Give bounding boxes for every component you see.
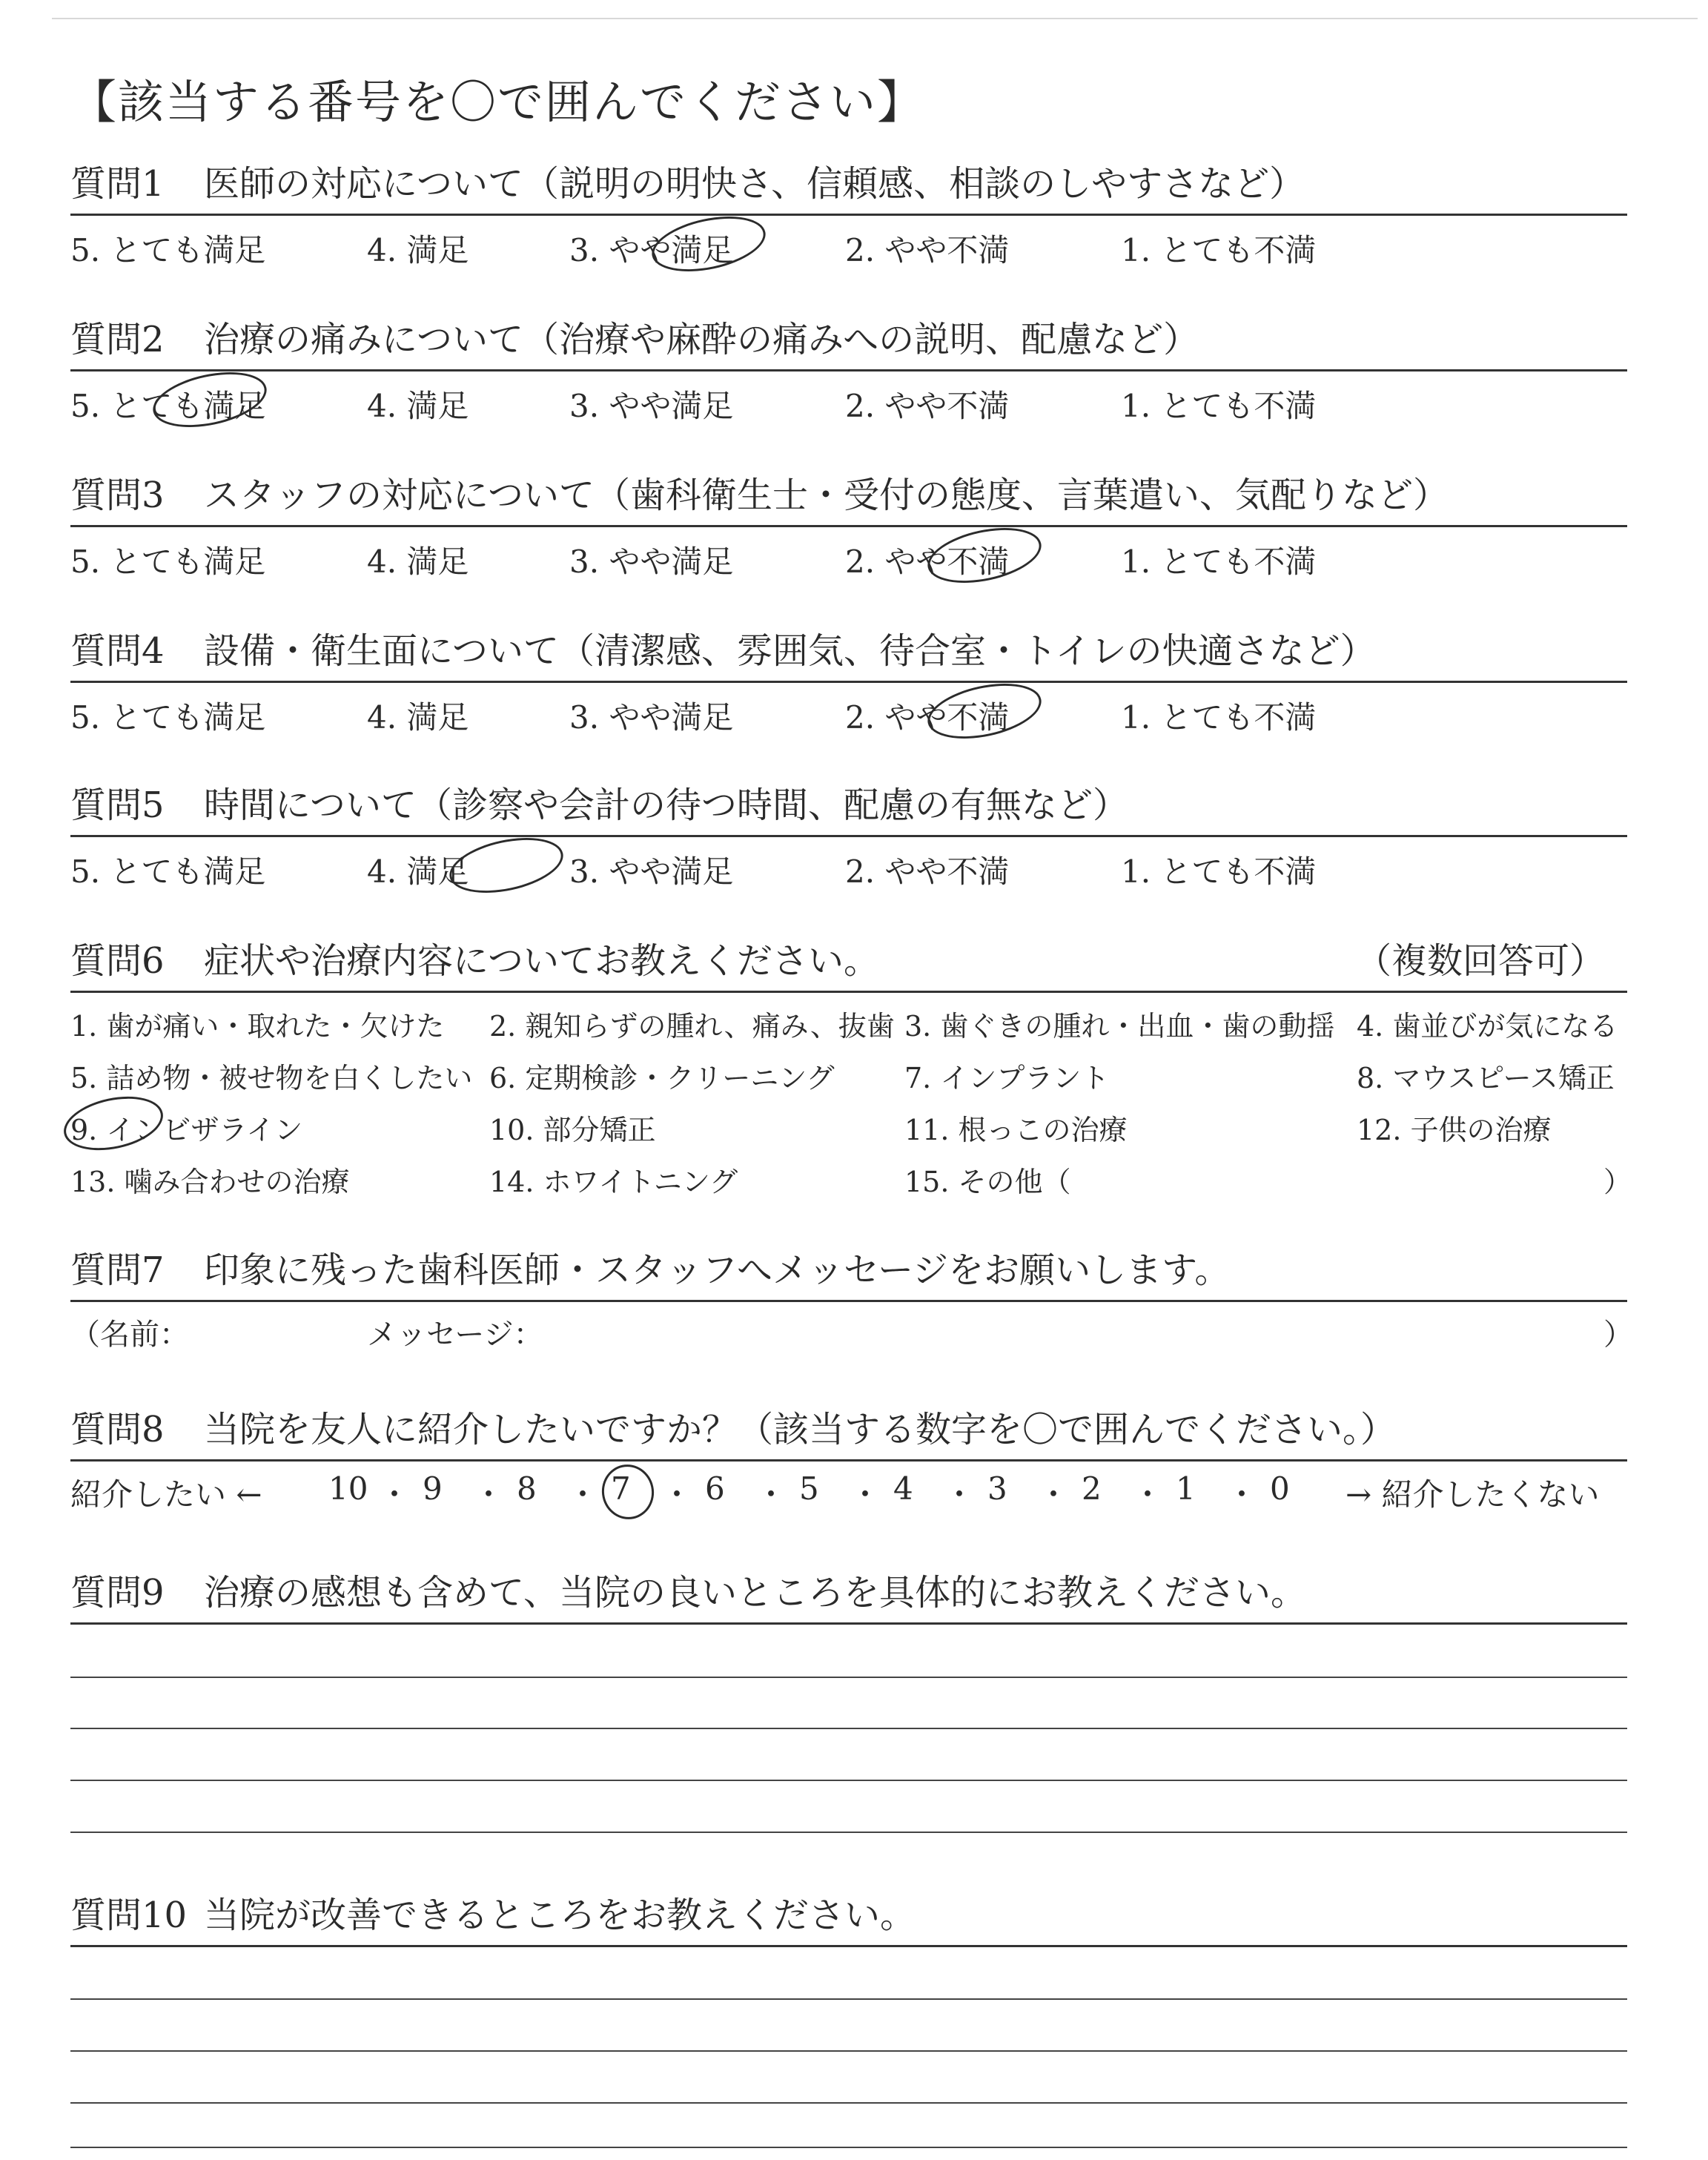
question-text: 医師の対応について（説明の明快さ、信頼感、相談のしやすさなど） <box>204 163 1305 205</box>
scale-dot: ・ <box>1038 1476 1070 1513</box>
rating-options <box>70 837 1627 891</box>
rating-option[interactable]: 4. 満足 <box>367 388 469 424</box>
scale-dot: ・ <box>661 1476 693 1513</box>
scale-number[interactable]: 0 <box>1270 1470 1290 1507</box>
rating-option[interactable]: 5. とても満足 <box>70 699 266 736</box>
close-paren: ） <box>1603 1318 1633 1352</box>
treatment-option[interactable]: 12. 子供の治療 <box>1357 1114 1552 1146</box>
scale-number[interactable]: 2 <box>1082 1470 1102 1507</box>
scale-dot: ・ <box>850 1476 881 1513</box>
rating-option[interactable]: 2. やや不満 <box>845 232 1010 268</box>
scale-number[interactable]: 5 <box>799 1470 819 1507</box>
rating-option[interactable]: 3. やや満足 <box>569 699 734 736</box>
question-number: 質問3 <box>70 475 165 516</box>
rating-option[interactable]: 4. 満足 <box>367 232 469 268</box>
rating-option[interactable]: 3. やや満足 <box>569 388 734 424</box>
scale-number[interactable]: 1 <box>1176 1470 1196 1507</box>
top-rule <box>52 18 1698 19</box>
rating-options <box>70 216 1627 269</box>
rating-option[interactable]: 4. 満足 <box>367 699 469 736</box>
rating-option[interactable]: 4. 満足 <box>367 853 469 890</box>
treatment-option[interactable]: 15. その他（ <box>904 1166 1071 1198</box>
answer-line[interactable] <box>70 2102 1627 2104</box>
rating-option[interactable]: 5. とても満足 <box>70 388 266 424</box>
hand-drawn-circle <box>59 1089 168 1159</box>
question-1 <box>70 152 1627 269</box>
scale-dot: ・ <box>1226 1476 1258 1513</box>
answer-line[interactable] <box>70 1998 1627 2000</box>
rating-option[interactable]: 2. やや不満 <box>845 699 1010 736</box>
treatment-option[interactable]: 10. 部分矯正 <box>489 1114 656 1146</box>
treatment-option[interactable]: 1. 歯が痛い・取れた・欠けた <box>70 1010 445 1043</box>
treatment-options <box>70 993 1632 1215</box>
question-10 <box>70 1883 1627 1947</box>
scale-number[interactable]: 8 <box>517 1470 537 1507</box>
answer-line[interactable] <box>70 1677 1627 1678</box>
question-4 <box>70 619 1627 736</box>
page-title: 【該当する番号を〇で囲んでください】 <box>70 75 925 129</box>
question-number: 質問10 <box>70 1895 188 1936</box>
treatment-option[interactable]: 14. ホワイトニング <box>489 1166 738 1198</box>
question-number: 質問5 <box>70 785 165 826</box>
scale-dot: ・ <box>944 1476 976 1513</box>
question-number: 質問6 <box>70 940 165 982</box>
scale-dot: ・ <box>379 1476 411 1513</box>
scale-dot: ・ <box>473 1476 505 1513</box>
rating-options <box>70 683 1627 736</box>
answer-line[interactable] <box>70 1832 1627 1833</box>
rating-option[interactable]: 3. やや満足 <box>569 232 734 268</box>
rating-option[interactable]: 1. とても不満 <box>1121 388 1317 424</box>
question-text: スタッフの対応について（歯科衛生士・受付の態度、言葉遣い、気配りなど） <box>204 475 1449 516</box>
question-text: 印象に残った歯科医師・スタッフへメッセージをお願いします。 <box>204 1249 1231 1291</box>
scale-right-label: → 紹介したくない <box>1345 1476 1600 1513</box>
referral-scale <box>70 1462 1627 1521</box>
multiple-answer-note: （複数回答可） <box>1355 940 1605 982</box>
scale-dot: ・ <box>1132 1476 1164 1513</box>
treatment-option[interactable]: 4. 歯並びが気になる <box>1357 1010 1618 1043</box>
answer-line[interactable] <box>70 2147 1627 2148</box>
question-3 <box>70 463 1627 581</box>
rating-option[interactable]: 5. とても満足 <box>70 232 266 268</box>
question-number: 質問4 <box>70 630 165 672</box>
treatment-option[interactable]: 3. 歯ぐきの腫れ・出血・歯の動揺 <box>904 1010 1335 1043</box>
question-text: 治療の感想も含めて、当院の良いところを具体的にお教えください。 <box>204 1572 1307 1614</box>
question-number: 質問8 <box>70 1409 165 1450</box>
treatment-option[interactable]: 5. 詰め物・被せ物を白くしたい <box>70 1062 473 1094</box>
rating-option[interactable]: 3. やや満足 <box>569 853 734 890</box>
question-text: 当院を友人に紹介したいですか？（該当する数字を〇で囲んでください。） <box>204 1409 1397 1450</box>
rating-option[interactable]: 4. 満足 <box>367 544 469 580</box>
question-rule <box>70 1622 1627 1625</box>
name-label: （名前： <box>70 1318 189 1352</box>
treatment-option[interactable]: 8. マウスピース矯正 <box>1357 1062 1615 1094</box>
answer-line[interactable] <box>70 2050 1627 2052</box>
rating-option[interactable]: 2. やや不満 <box>845 544 1010 580</box>
scale-number[interactable]: 4 <box>893 1470 913 1507</box>
rating-option[interactable]: 2. やや不満 <box>845 388 1010 424</box>
treatment-option[interactable]: 9. インビザライン <box>70 1114 303 1146</box>
rating-option[interactable]: 1. とても不満 <box>1121 232 1317 268</box>
message-label: メッセージ： <box>367 1318 543 1352</box>
question-9 <box>70 1561 1627 1625</box>
treatment-option[interactable]: 7. インプラント <box>904 1062 1110 1094</box>
question-text: 症状や治療内容についてお教えください。 <box>204 940 880 982</box>
scale-number[interactable]: 9 <box>423 1470 443 1507</box>
question-number: 質問1 <box>70 163 165 205</box>
rating-option[interactable]: 1. とても不満 <box>1121 853 1317 890</box>
question-6 <box>70 929 1632 1215</box>
question-text: 設備・衛生面について（清潔感、雰囲気、待合室・トイレの快適さなど） <box>204 630 1376 672</box>
scale-dot: ・ <box>755 1476 787 1513</box>
scale-number[interactable]: 3 <box>987 1470 1007 1507</box>
treatment-option[interactable]: 6. 定期検診・クリーニング <box>489 1062 835 1094</box>
rating-option[interactable]: 2. やや不満 <box>845 853 1010 890</box>
scale-left-label: 紹介したい ← <box>70 1476 262 1513</box>
scale-number[interactable]: 10 <box>328 1470 368 1507</box>
question-text: 治療の痛みについて（治療や麻酔の痛みへの説明、配慮など） <box>204 319 1199 360</box>
scale-number[interactable]: 6 <box>705 1470 725 1507</box>
message-row <box>70 1302 1633 1354</box>
question-number: 質問9 <box>70 1572 165 1614</box>
question-2 <box>70 308 1627 425</box>
rating-option[interactable]: 5. とても満足 <box>70 544 266 580</box>
treatment-option[interactable]: 13. 噛み合わせの治療 <box>70 1166 350 1198</box>
answer-line[interactable] <box>70 1780 1627 1781</box>
scale-dot: ・ <box>567 1476 599 1513</box>
question-5 <box>70 773 1627 891</box>
question-number: 質問2 <box>70 319 165 360</box>
hand-drawn-circle <box>597 1460 659 1525</box>
rating-option[interactable]: 1. とても不満 <box>1121 544 1317 580</box>
question-7 <box>70 1238 1633 1354</box>
rating-option[interactable]: 1. とても不満 <box>1121 699 1317 736</box>
treatment-option[interactable]: 11. 根っこの治療 <box>904 1114 1128 1146</box>
answer-line[interactable] <box>70 1728 1627 1729</box>
rating-option[interactable]: 3. やや満足 <box>569 544 734 580</box>
rating-options <box>70 527 1627 581</box>
question-rule <box>70 1945 1627 1947</box>
rating-options <box>70 371 1627 425</box>
question-number: 質問7 <box>70 1249 165 1291</box>
question-text: 当院が改善できるところをお教えください。 <box>204 1895 916 1936</box>
question-8 <box>70 1398 1627 1521</box>
scale-number[interactable]: 7 <box>611 1470 631 1507</box>
rating-option[interactable]: 5. とても満足 <box>70 853 266 890</box>
question-text: 時間について（診察や会計の待つ時間、配慮の有無など） <box>204 785 1129 826</box>
treatment-option[interactable]: 2. 親知らずの腫れ、痛み、抜歯 <box>489 1010 895 1043</box>
other-close-paren: ） <box>1603 1166 1632 1198</box>
